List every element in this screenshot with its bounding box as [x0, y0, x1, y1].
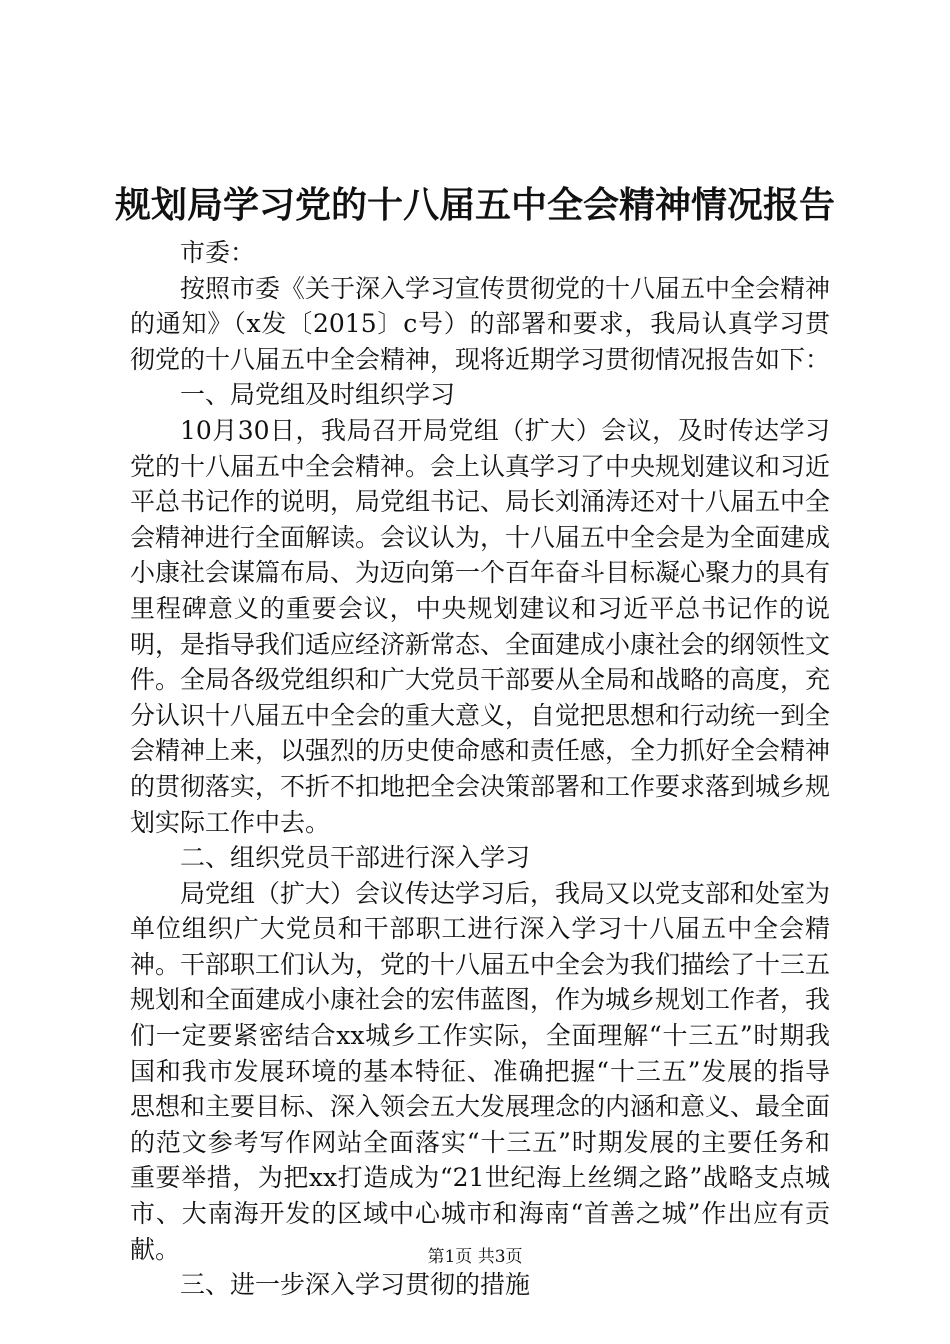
page-footer: 第1页 共3页 [427, 1247, 523, 1267]
section-heading-2: 二、组织党员干部进行深入学习 [180, 843, 531, 873]
section-heading-3: 三、进一步深入学习贯彻的措施 [180, 1270, 531, 1300]
intro-paragraph: 按照市委《关于深入学习宣传贯彻党的十八届五中全会精神的通知》（x发〔2015〕c号）的部署和要求，我局认真学习贯彻党的十八届五中全会精神，现将近期学习贯彻情况报告如下： [130, 273, 831, 374]
section-1-paragraph: 10月30日，我局召开局党组（扩大）会议，及时传达学习党的十八届五中全会精神。会上认真学习了中央规划建议和习近平总书记作的说明，局党组书记、局长刘涌涛还对十八届五中全会精神进行全面解读。会议认为，十八届五中全会是为全面建成小康社会谋篇布局、为迈向第一个百年奋斗目标凝心聚力的具有里程碑意义的重要会议，中央规划建议和习近平总书记作的说明，是指导我们适应经济新常态、全面建成小康社会的纲领性文件。全局各级党组织和广大党员干部要从全局和战略的高度，充分认识十八届五中全会的重大意义，自觉把思想和行动统一到全会精神上来，以强烈的历史使命感和责任感，全力抓好全会精神的贯彻落实，不折不扣地把全会决策部署和工作要求落到城乡规划实际工作中去。 [130, 415, 831, 837]
section-heading-1: 一、局党组及时组织学习 [180, 380, 456, 410]
salutation: 市委： [180, 238, 256, 267]
document-title: 规划局学习党的十八届五中全会精神情况报告 [114, 185, 835, 226]
document-body [130, 235, 830, 1303]
section-2-paragraph: 局党组（扩大）会议传达学习后，我局又以党支部和处室为单位组织广大党员和干部职工进行深入学习十八届五中全会精神。干部职工们认为，党的十八届五中全会为我们描绘了十三五规划和全面建成小康社会的宏伟蓝图，作为城乡规划工作者，我们一定要紧密结合xx城乡工作实际，全面理解“十三五”时期我国和我市发展环境的基本特征、准确把握“十三五”发展的指导思想和主要目标、深入领会五大发展理念的内涵和意义、最全面的范文参考写作网站全面落实“十三五”时期发展的主要任务和重要举措，为把xx打造成为“21世纪海上丝绸之路”战略支点城市、大南海开发的区域中心城市和海南“首善之城”作出应有贡献。 [130, 878, 831, 1264]
